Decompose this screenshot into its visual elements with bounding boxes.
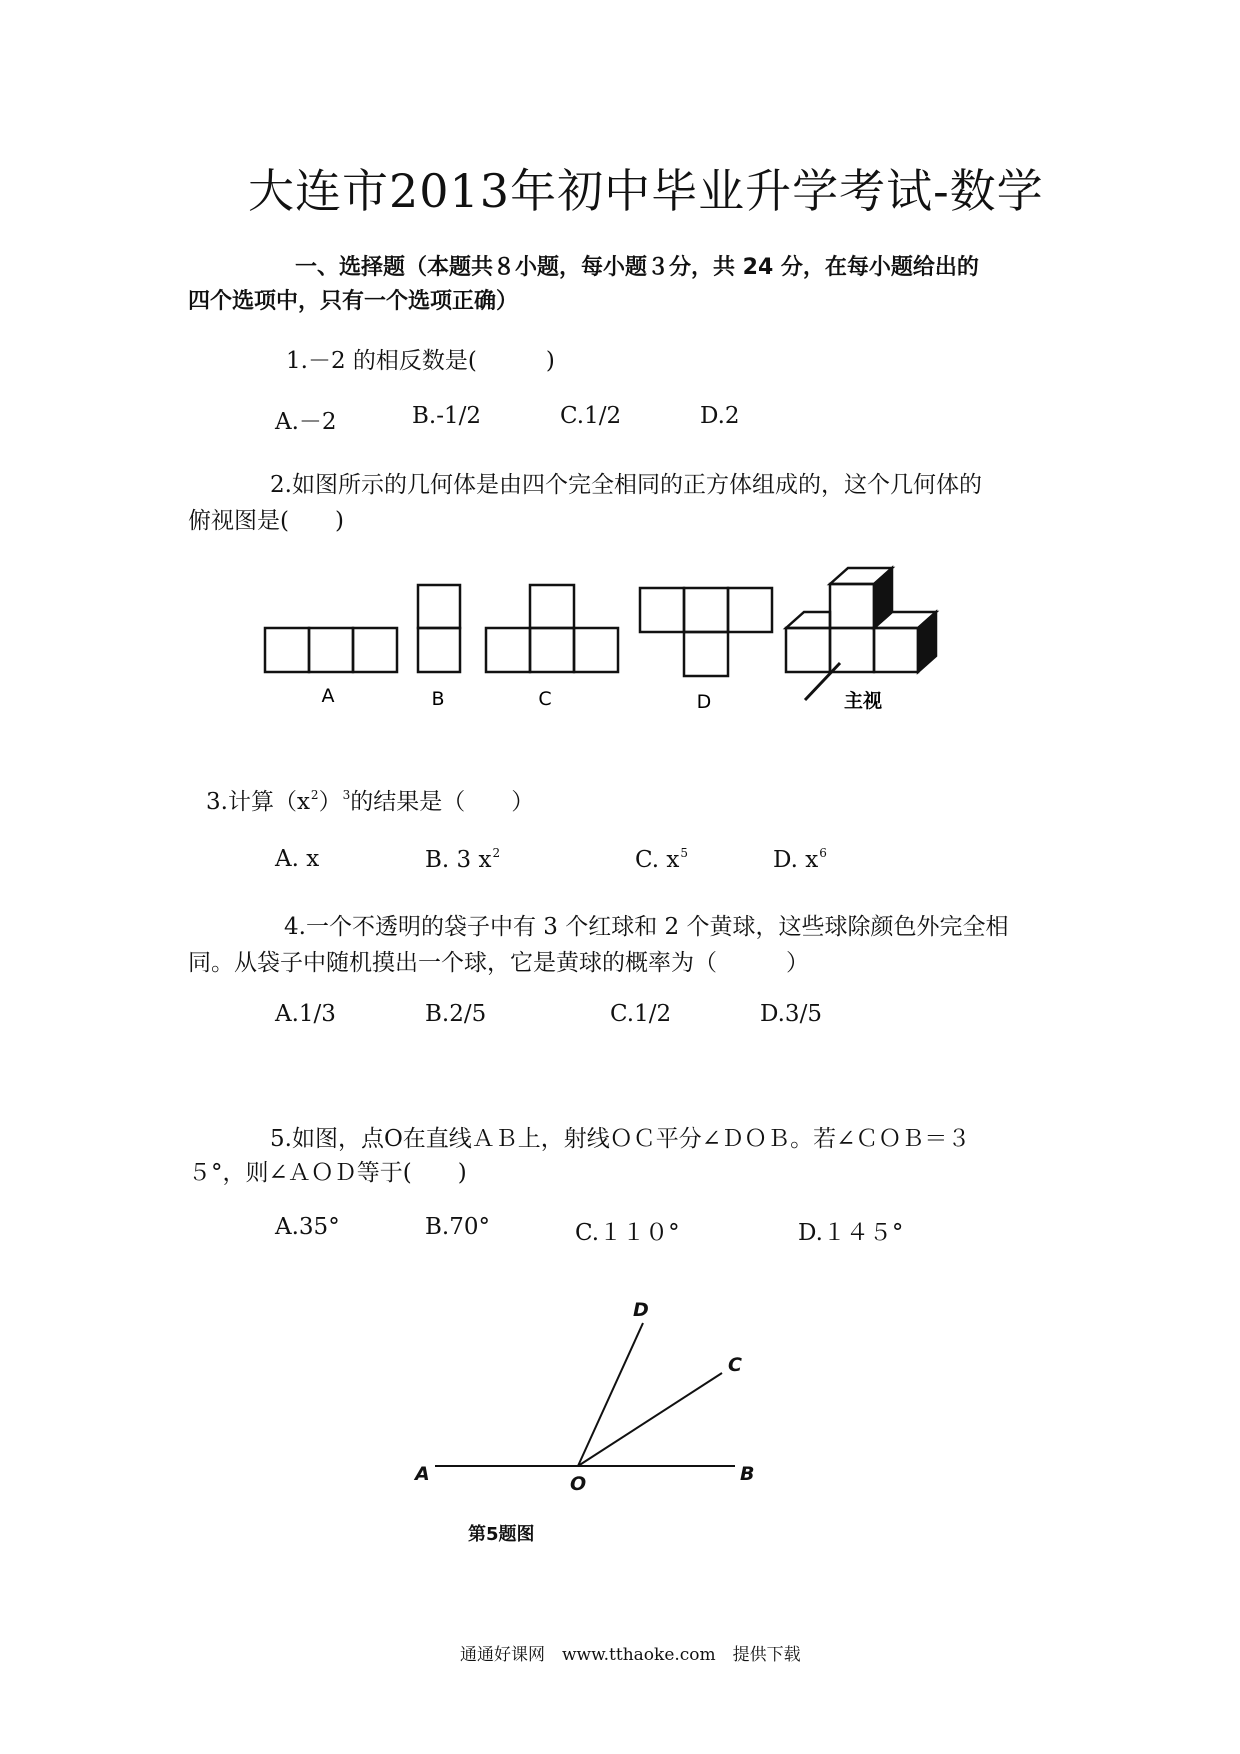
q5-figure-caption: 第5题图 [468,1524,535,1545]
q5-option-a: A.35° [275,1214,340,1240]
q2-label-b: B [431,688,445,710]
q3-option-d: D. $x^6$ [773,846,827,873]
question-4-line1: 4.一个不透明的袋子中有 3 个红球和 2 个黄球，这些球除颜色外完全相 [284,914,1009,940]
question-1-text: 1.－2 的相反数是( ) [286,348,555,374]
q3-text-suffix: 的结果是（ ） [350,789,535,815]
q5-angle-figure [400,1280,780,1530]
q2-figure-d [640,588,772,676]
q1-option-c: C.1/2 [560,403,622,429]
q1-option-a: A.－2 [275,409,337,435]
q4-option-b: B.2/5 [425,1001,487,1027]
q4-option-a: A.1/3 [275,1001,336,1027]
q5-option-c: C.１１０° [575,1220,680,1246]
q2-figure-b [418,585,460,672]
q2-label-d: D [696,691,712,713]
q2-label-a: A [321,685,335,707]
q3-option-a: A. x [275,846,320,872]
q1-option-d: D.2 [700,403,740,429]
q3-option-b: B. 3 $x^2$ [425,846,501,873]
question-3-text [206,783,534,816]
q3-option-c: C. $x^5$ [635,846,689,873]
question-4-line2: 同。从袋子中随机摸出一个球，它是黄球的概率为（ ） [188,950,809,976]
page-footer: 通通好课网 www.tthaoke.com 提供下载 [460,1645,801,1665]
question-2-line1: 2.如图所示的几何体是由四个完全相同的正方体组成的，这个几何体的 [270,472,982,498]
q3-text-mid: ） [318,789,342,815]
q4-option-c: C.1/2 [610,1001,672,1027]
q4-option-d: D.3/5 [760,1001,822,1027]
q3-exponent-1: 2 [310,788,319,802]
q2-figure-c [486,585,618,672]
q3-text-prefix: 3.计算（x [206,789,310,815]
q2-solid-figure [786,568,936,700]
question-5-line2: ５°，则∠ＡＯＤ等于( ) [188,1160,467,1186]
q2-figure-a [265,628,397,672]
q2-main-view-label: 主视 [843,690,883,712]
page-title: 大连市2013年初中毕业升学考试-数学 [248,164,1044,218]
q2-label-c: C [538,688,552,710]
point-label-a: A [415,1463,430,1485]
point-label-o: O [570,1473,587,1495]
question-5-line1: 5.如图，点O在直线ＡＢ上，射线ＯＣ平分∠ＤＯＢ。若∠ＣＯＢ＝３ [270,1126,971,1152]
section-header-line2: 四个选项中，只有一个选项正确） [188,289,519,314]
point-label-b: B [740,1463,755,1485]
q2-figures [250,565,970,725]
point-label-d: D [633,1299,649,1321]
section-header-line1: 一、选择题（本题共８小题，每小题３分，共 24 分，在每小题给出的 [295,255,979,280]
q1-option-b: B.-1/2 [412,403,481,429]
q5-option-d: D.１４５° [798,1220,904,1246]
point-label-c: C [728,1354,742,1376]
q3-exponent-2: 3 [342,788,351,802]
q5-option-b: B.70° [425,1214,490,1240]
question-2-line2: 俯视图是( ) [188,508,344,534]
